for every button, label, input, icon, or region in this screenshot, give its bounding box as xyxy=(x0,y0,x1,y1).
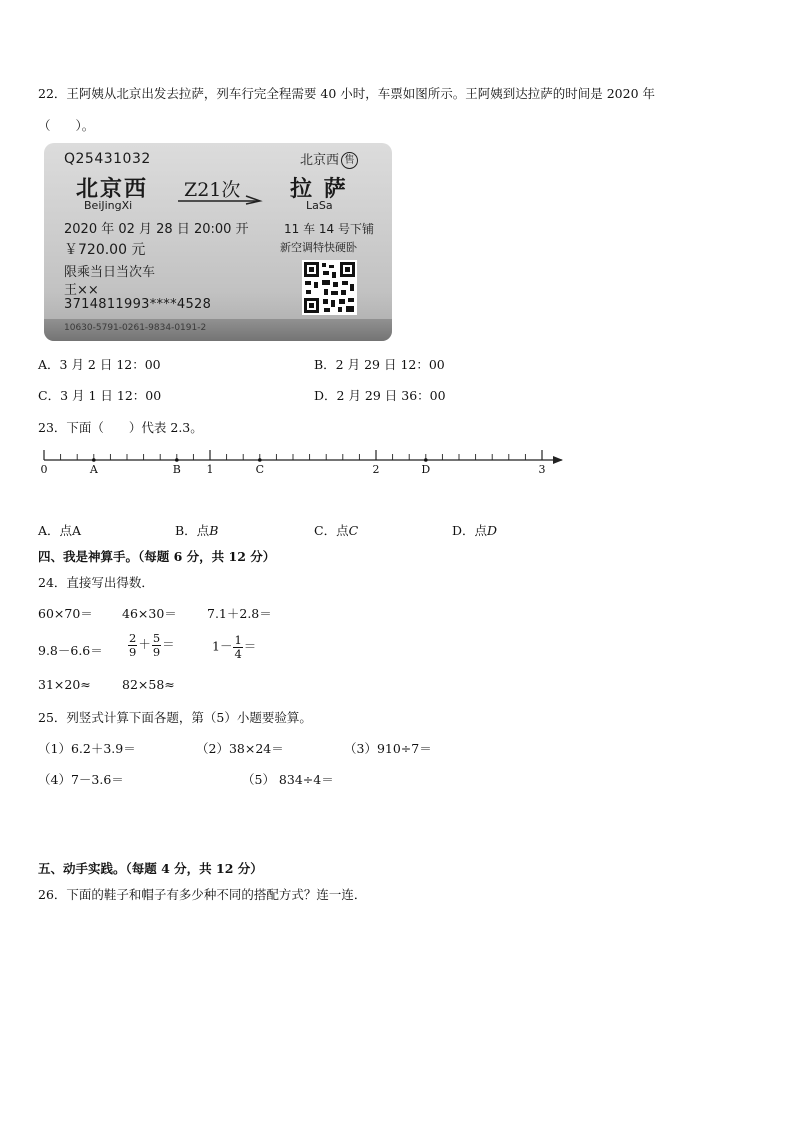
q22-stem-line2: （ ）。 xyxy=(38,118,95,133)
number-line-point xyxy=(175,458,179,462)
number-line-point-label: A xyxy=(89,463,98,476)
ticket-train-number: Z21次 xyxy=(184,179,241,201)
fraction: $\frac{1}{4}$ xyxy=(234,633,242,661)
number-line-point-label: C xyxy=(255,463,265,476)
q22-option-c: C．3 月 1 日 12：00 xyxy=(38,388,162,403)
q24-item-6: 1－ $\frac{1}{4}$ ＝ xyxy=(212,633,257,661)
q23-option-d: D．点D xyxy=(452,523,498,538)
ticket-class: 新空调特快硬卧 xyxy=(280,241,357,254)
q25-item-2: （2）38×24＝ xyxy=(196,741,284,756)
q24-item-1: 60×70＝ xyxy=(38,606,93,621)
ticket-from-pinyin: BeiJingXi xyxy=(84,199,133,212)
number-line-point-label: B xyxy=(172,463,181,476)
number-line-point xyxy=(92,458,96,462)
fraction: $\frac{5}{9}$ xyxy=(152,631,161,659)
number-line-label: 3 xyxy=(538,463,546,476)
ticket-arrow-icon xyxy=(176,195,264,207)
ticket-passenger-name: 王×× xyxy=(64,283,99,298)
q22-option-a: A．3 月 2 日 12：00 xyxy=(38,357,161,372)
q26-stem: 26．下面的鞋子和帽子有多少种不同的搭配方式？连一连． xyxy=(38,887,367,902)
q22-option-d: D．2 月 29 日 36：00 xyxy=(314,388,446,403)
ticket-qr-code-icon xyxy=(302,260,357,315)
ticket-to-station: 拉 萨 xyxy=(290,177,348,202)
section-5-title: 五、动手实践。（每题 4 分，共 12 分） xyxy=(38,861,263,876)
number-line-label: 0 xyxy=(40,463,48,476)
q22-stem-line1: 22．王阿姨从北京出发去拉萨，列车行完全程需要 40 小时，车票如图所示。王阿姨到达拉萨的时间是 2020 年 xyxy=(38,86,656,101)
ticket-footer-code: 10630-5791-0261-9834-0191-2 xyxy=(64,323,207,333)
ticket-limit-note: 限乘当日当次车 xyxy=(64,265,156,280)
q25-item-4: （4）7－3.6＝ xyxy=(38,772,124,787)
ticket-price: ￥720.00 元 xyxy=(64,242,146,258)
train-ticket-image xyxy=(44,143,392,341)
number-line-arrow-icon xyxy=(553,456,563,464)
q25-stem: 25．列竖式计算下面各题，第（5）小题要验算。 xyxy=(38,710,312,725)
q25-item-3: （3）910÷7＝ xyxy=(344,741,432,756)
section-4-title: 四、我是神算手。（每题 6 分，共 12 分） xyxy=(38,549,276,564)
q23-option-c: C．点C xyxy=(314,523,359,538)
q23-stem: 23．下面（ ）代表 2.3。 xyxy=(38,420,203,435)
q24-item-2: 46×30＝ xyxy=(122,606,177,621)
fraction: $\frac{2}{9}$ xyxy=(129,631,137,659)
ticket-id-number: 3714811993****4528 xyxy=(64,297,212,312)
number-line-label: 2 xyxy=(372,463,380,476)
ticket-seat: 11 车 14 号下铺 xyxy=(284,222,374,236)
q22-option-b: B．2 月 29 日 12：00 xyxy=(314,357,445,372)
q24-item-5: $\frac{2}{9}$ ＋ $\frac{5}{9}$ ＝ xyxy=(129,631,175,659)
number-line-point xyxy=(424,458,428,462)
q24-item-3: 7.1＋2.8＝ xyxy=(207,606,272,621)
ticket-sale-badge: 售 xyxy=(341,152,358,169)
ticket-datetime: 2020 年 02 月 28 日 20:00 开 xyxy=(64,222,249,237)
q23-option-a: A．点A xyxy=(38,523,82,538)
q24-item-8: 82×58≈ xyxy=(122,677,175,692)
number-line xyxy=(30,440,570,480)
q24-item-4: 9.8－6.6＝ xyxy=(38,643,103,658)
number-line-label: 1 xyxy=(206,463,214,476)
q24-item-7: 31×20≈ xyxy=(38,677,91,692)
number-line-point-label: D xyxy=(421,463,431,476)
q24-stem: 24．直接写出得数． xyxy=(38,575,154,590)
ticket-station-tag: 北京西 售 xyxy=(300,149,358,169)
q23-option-b: B．点B xyxy=(175,523,219,538)
number-line-point xyxy=(258,458,262,462)
q25-item-5: （5） 834÷4＝ xyxy=(242,772,334,787)
ticket-from-station: 北京西 xyxy=(76,177,149,202)
ticket-to-pinyin: LaSa xyxy=(306,199,333,212)
ticket-serial: Q25431032 xyxy=(64,151,151,167)
q25-item-1: （1）6.2＋3.9＝ xyxy=(38,741,136,756)
